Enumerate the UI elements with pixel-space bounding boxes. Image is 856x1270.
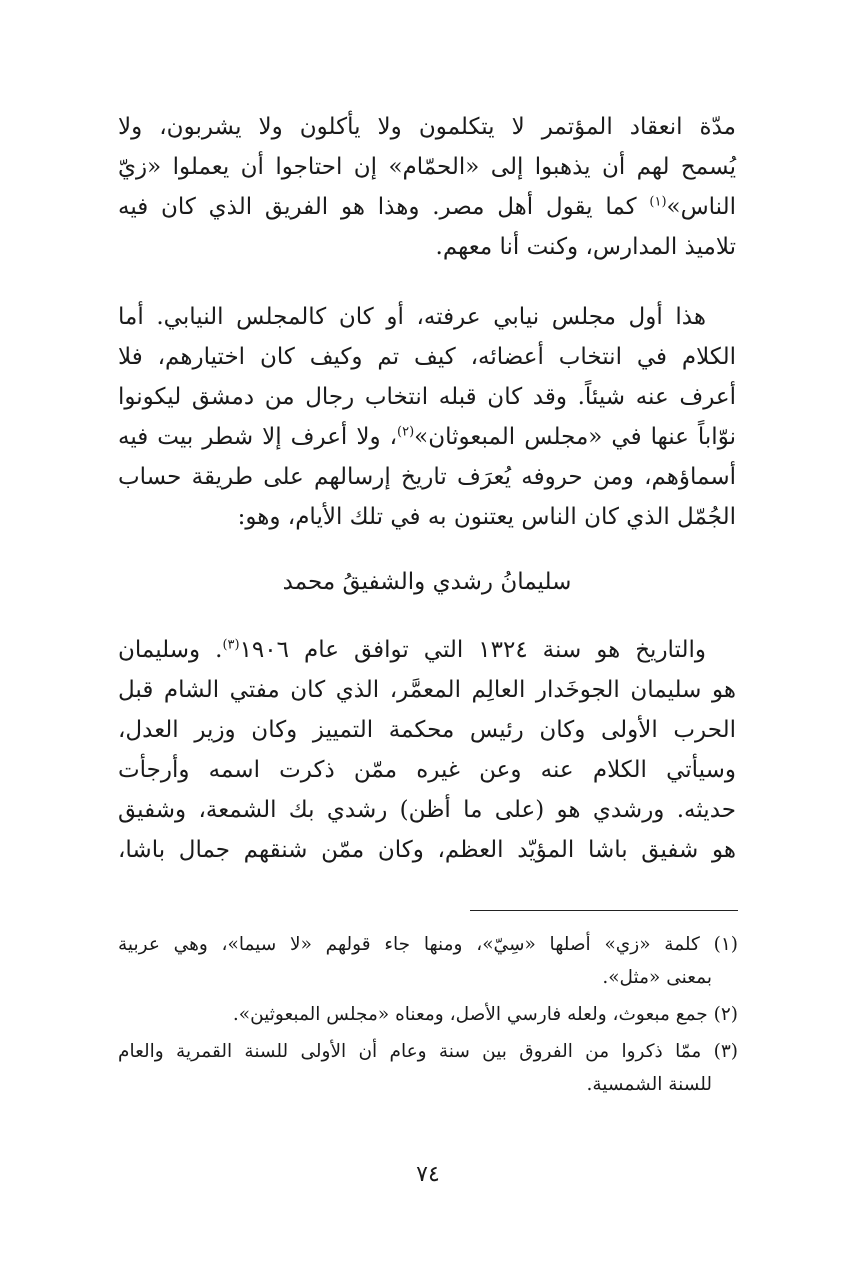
footnote-1-continuation: بمعنى «مثل». xyxy=(602,967,712,988)
verse-block xyxy=(118,562,736,602)
text-fragment: كما يقول أهل مصر. وهذا هو الفريق الذي كان فيه xyxy=(118,194,637,220)
text-line: حديثه. ورشدي هو (على ما أظن) رشدي بك الشمعة، وشفيق xyxy=(118,797,736,823)
page-number: ٧٤ xyxy=(416,1162,440,1187)
paragraph-1 xyxy=(118,107,736,267)
text-fragment: ، ولا أعرف إلا شطر بيت فيه xyxy=(118,424,398,450)
footnote-separator xyxy=(470,910,738,911)
footnotes xyxy=(118,928,738,1101)
text-line: يُسمح لهم أن يذهبوا إلى «الحمّام» إن احتاجوا أن يعملوا «زيّ xyxy=(118,154,736,180)
text-line: الجُمّل الذي كان الناس يعتنون به في تلك الأيام، وهو: xyxy=(237,504,736,530)
text-line: الحرب الأولى وكان رئيس محكمة التمييز وكان وزير العدل، xyxy=(118,717,736,743)
paragraph-3 xyxy=(118,630,736,870)
footnote-ref-3[interactable]: (٣) xyxy=(222,637,240,653)
verse-line: سليمانُ رشدي والشفيقُ محمد xyxy=(282,569,572,595)
footnote-2: (٢) جمع مبعوث، ولعله فارسي الأصل، ومعناه «مجلس المبعوثين». xyxy=(232,1004,738,1025)
footnote-3: (٣) ممّا ذكروا من الفروق بين سنة وعام أن الأولى للسنة القمرية والعام xyxy=(118,1041,738,1062)
text-fragment: والتاريخ هو سنة ١٣٢٤ التي توافق عام ١٩٠٦ xyxy=(239,637,706,663)
text-line: أعرف عنه شيئاً. وقد كان قبله انتخاب رجال من دمشق ليكونوا xyxy=(118,384,736,410)
text-fragment: نوّاباً عنها في «مجلس المبعوثان» xyxy=(414,424,736,450)
paragraph-2 xyxy=(118,297,736,537)
text-line xyxy=(118,417,736,457)
text-line: هو سليمان الجوخَدار العالِم المعمَّر، الذي كان مفتي الشام قبل xyxy=(118,677,736,703)
footnote-3-continuation: للسنة الشمسية. xyxy=(586,1074,712,1095)
text-fragment: الناس» xyxy=(666,194,737,220)
footnote-1: (١) كلمة «زي» أصلها «سِيّ»، ومنها جاء قولهم «لا سيما»، وهي عربية xyxy=(118,934,738,955)
text-line: وسيأتي الكلام عنه وعن غيره ممّن ذكرت اسمه وأرجأت xyxy=(118,757,736,783)
text-fragment: . وسليمان xyxy=(118,637,223,663)
text-line xyxy=(118,187,736,227)
text-line: هو شفيق باشا المؤيّد العظم، وكان ممّن شنقهم جمال باشا، xyxy=(118,837,736,863)
text-line: هذا أول مجلس نيابي عرفته، أو كان كالمجلس النيابي. أما xyxy=(118,304,706,330)
text-line: تلاميذ المدارس، وكنت أنا معهم. xyxy=(435,234,736,260)
text-line xyxy=(118,630,736,670)
footnote-ref-1[interactable]: (١) xyxy=(649,194,667,210)
text-line: أسماؤهم، ومن حروفه يُعرَف تاريخ إرسالهم على طريقة حساب xyxy=(118,464,736,490)
footnote-ref-2[interactable]: (٢) xyxy=(397,424,415,440)
text-line: الكلام في انتخاب أعضائه، كيف تم وكيف كان اختيارهم، فلا xyxy=(118,344,736,370)
text-line: مدّة انعقاد المؤتمر لا يتكلمون ولا يأكلون ولا يشربون، ولا xyxy=(118,114,736,140)
